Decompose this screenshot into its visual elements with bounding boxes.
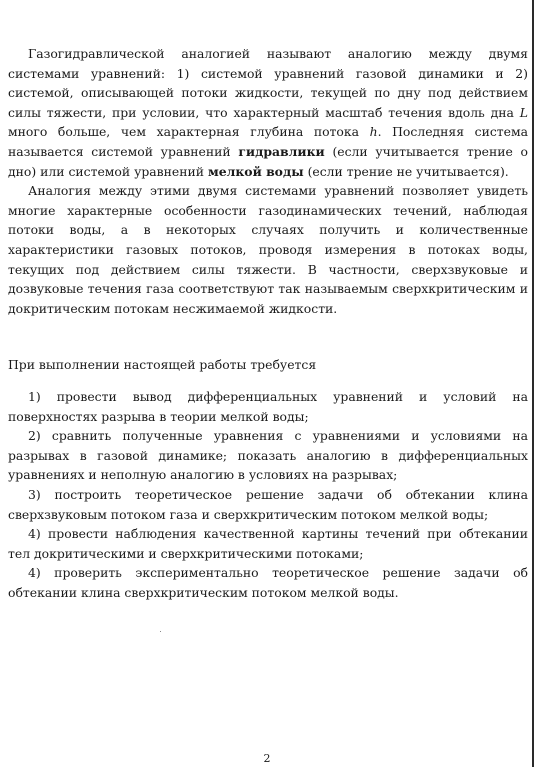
requirements-heading: При выполнении настоящей работы требуется xyxy=(8,357,317,372)
term-shallow-water: мелкой воды xyxy=(207,163,304,179)
paragraph1-text-1: Газогидравлической аналогией называют аналогию между двумя системами уравнений: 1) системой уравнений газовой динамики и 2) системой, описывающей потоки жидкости, текущей по дну под действием силы тяжести, при условии, что характерный масштаб течения вдоль дна xyxy=(8,46,528,120)
requirement-item: 1) провести вывод дифференциальных уравнений и условий на поверхностях разрыва в теории мелкой воды; xyxy=(8,389,528,424)
introduction-section xyxy=(8,44,528,318)
paragraph-gas-hydraulic-analogy xyxy=(8,44,528,181)
requirements-list xyxy=(8,387,528,603)
requirement-item: 2) сравнить полученные уравнения с уравнениями и условиями на разрывах в газовой динамике; показать аналогию в дифференциальных уравнениях и неполную аналогию в условиях на разрывах; xyxy=(8,428,528,483)
paragraph1-text-2: много больше, чем характерная глубина потока xyxy=(8,124,370,140)
scan-speck xyxy=(160,631,161,632)
paragraph-analogy-usage: Аналогия между этими двумя системами уравнений позволяет увидеть многие характерные особенности газодинамических течений, наблюдая потоки воды, а в некоторых случаях получить и количественные характеристики газовых потоков, проводя измерения в потоках воды, текущих под действием силы тяжести. В частности, сверхзвуковые и дозвуковые течения газа соответствуют так называемым сверхкритическим и докритическим потокам несжимаемой жидкости. xyxy=(8,183,528,316)
requirement-item: 3) построить теоретическое решение задачи об обтекании клина сверхзвуковым потоком газа и сверхкритическим потоком мелкой воды; xyxy=(8,486,528,522)
requirement-item: 4) провести наблюдения качественной картины течений при обтекании тел докритическими и сверхкритическими потоками; xyxy=(8,526,528,561)
requirement-item: 4) проверить экспериментально теоретическое решение задачи об обтекании клина сверхкритическим потоком мелкой воды. xyxy=(8,565,528,600)
paragraph1-text-4: (если учитывается трение о дно) или системой уравнений xyxy=(8,143,528,179)
variable-L: L xyxy=(519,104,528,120)
paragraph1-text-5: (если трение не учитывается). xyxy=(303,163,509,179)
page-number: 2 xyxy=(263,752,271,765)
variable-h: h xyxy=(369,124,378,140)
term-hydraulics: гидравлики xyxy=(238,143,325,159)
paragraph1-text-3: . Последняя система называется системой уравнений xyxy=(8,124,528,159)
